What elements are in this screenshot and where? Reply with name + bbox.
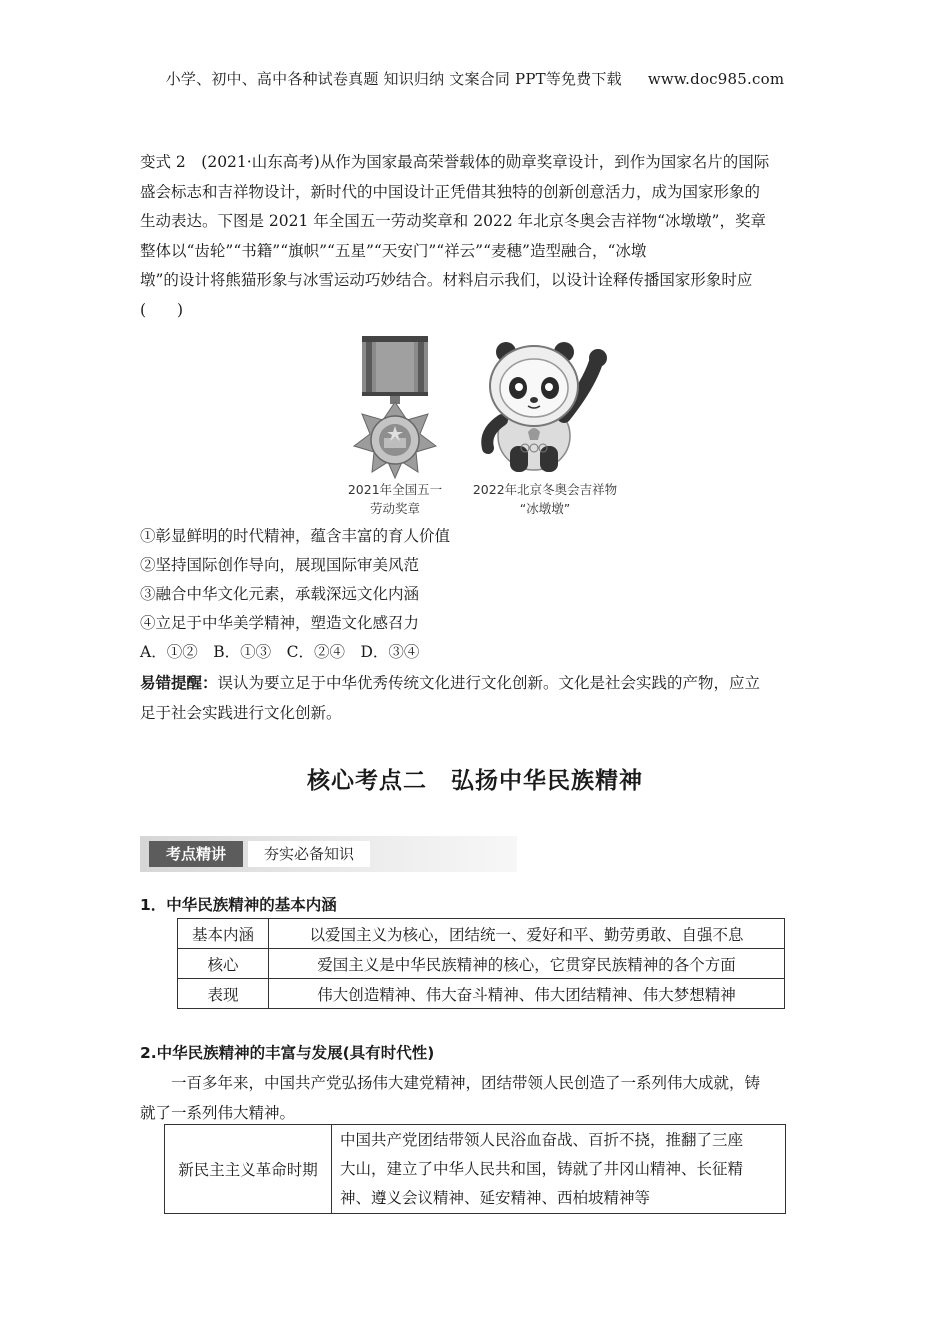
question-line: 生动表达。下图是 2021 年全国五一劳动奖章和 2022 年北京冬奥会吉祥物“冰墩墩”，奖章 [140,212,766,230]
table-cell: 表现 [178,979,269,1009]
mascot-image [468,336,618,476]
option-2: ②坚持国际创作导向，展现国际审美风范 [140,556,420,574]
medal-caption-line: 2021年全国五一 [347,482,443,497]
question-line: 整体以“齿轮”“书籍”“旗帜”“五星”“天安门”“祥云”“麦穗”造型融合，“冰墩 [140,241,647,260]
header-text: 小学、初中、高中各种试卷真题 知识归纳 文案合同 PPT等免费下载 [165,70,622,88]
section-banner [140,836,517,872]
period-label: 新民主主义革命时期 [165,1125,332,1214]
period-line: 大山，建立了中华人民共和国，铸就了井冈山精神、长征精 [340,1159,744,1178]
medal-image [340,334,450,479]
option-1: ①彰显鲜明的时代精神，蕴含丰富的育人价值 [140,527,451,545]
mascot-caption-line: 2022年北京冬奥会吉祥物 [472,482,618,497]
header-url[interactable]: www.doc985.com [647,70,785,88]
question-stem [140,148,812,325]
connotation-table [177,918,785,1009]
heading-development: 2.中华民族精神的丰富与发展(具有时代性) [140,1044,435,1062]
table-cell: 核心 [178,949,269,979]
section-title: 核心考点二 弘扬中华民族精神 [307,768,643,794]
intro-line: 一百多年来，中国共产党弘扬伟大建党精神，团结带领人民创造了一系列伟大成就，铸 [171,1074,761,1092]
error-tip-text: 误认为要立足于中华优秀传统文化进行文化创新。文化是社会实践的产物，应立 [217,674,761,692]
period-line: 中国共产党团结带领人民浴血奋战、百折不挠，推翻了三座 [340,1130,744,1149]
table-cell: 以爱国主义为核心，团结统一、爱好和平、勤劳勇敢、自强不息 [269,919,785,949]
question-line: 变式 2 (2021·山东高考)从作为国家最高荣誉载体的勋章奖章设计，到作为国家名片的国际 [140,153,770,171]
medal-caption-line: 劳动奖章 [369,501,420,516]
mascot-caption [460,480,630,518]
intro-paragraph [140,1069,812,1128]
mascot-caption-line: “冰墩墩” [519,501,571,516]
table-row [178,919,785,949]
heading-basic-connotation: 1．中华民族精神的基本内涵 [140,896,337,914]
question-line: 盛会标志和吉祥物设计，新时代的中国设计正凭借其独特的创新创意活力，成为国家形象的 [140,182,761,201]
table-row [178,949,785,979]
answer-choices: A．①② B．①③ C．②④ D．③④ [140,643,420,661]
answer-bracket: ( ) [140,300,184,319]
period-line: 神、遵义会议精神、延安精神、西柏坡精神等 [340,1188,651,1207]
page-header [0,68,950,89]
banner-tag: 考点精讲 [149,841,243,867]
option-3: ③融合中华文化元素，承载深远文化内涵 [140,585,420,603]
question-line: 墩”的设计将熊猫形象与冰雪运动巧妙结合。材料启示我们，以设计诠释传播国家形象时应 [140,271,753,289]
table-cell: 基本内涵 [178,919,269,949]
intro-line: 就了一系列伟大精神。 [140,1103,296,1122]
period-description [332,1125,786,1214]
error-tip-label: 易错提醒： [140,674,218,692]
table-row [178,979,785,1009]
error-tip-line [140,669,812,699]
error-tip-line: 足于社会实践进行文化创新。 [140,703,342,722]
error-tip [140,669,812,728]
banner-subtitle: 夯实必备知识 [248,841,370,867]
table-row [165,1125,786,1214]
period-table [164,1124,786,1214]
option-4: ④立足于中华美学精神，塑造文化感召力 [140,614,420,632]
table-cell: 伟大创造精神、伟大奋斗精神、伟大团结精神、伟大梦想精神 [269,979,785,1009]
table-cell: 爱国主义是中华民族精神的核心，它贯穿民族精神的各个方面 [269,949,785,979]
medal-caption [330,480,460,518]
